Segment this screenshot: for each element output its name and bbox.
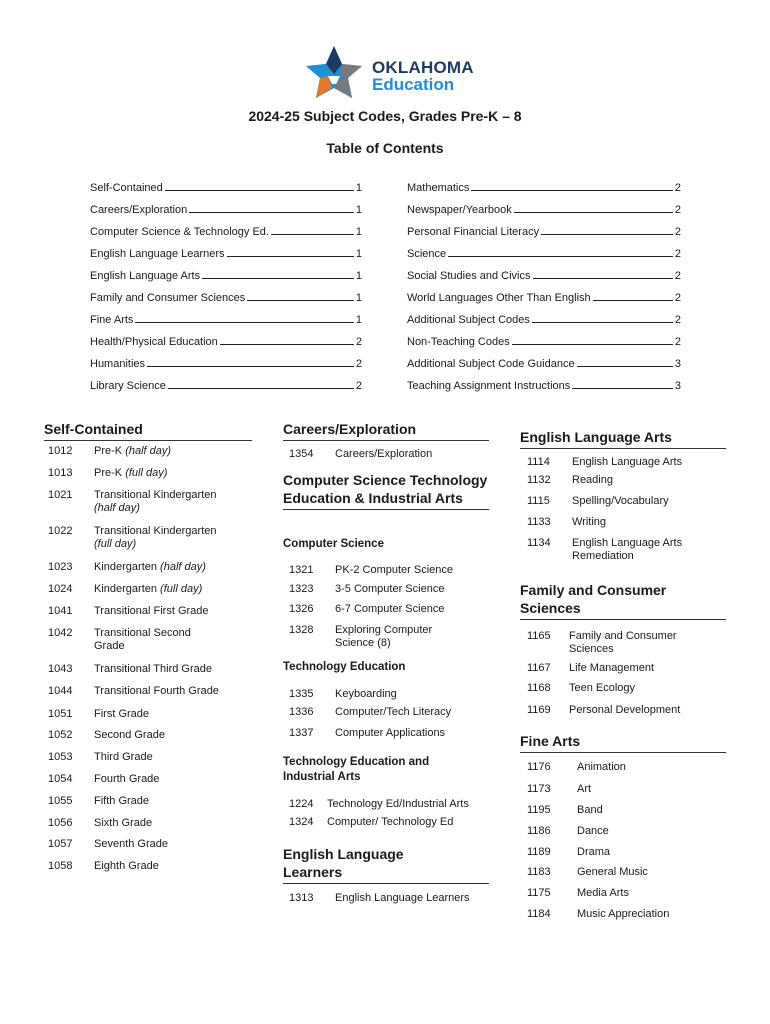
toc-entry-page: 2 — [674, 292, 681, 304]
subject-code: 1013 — [48, 467, 73, 479]
subject-code: 1189 — [527, 846, 551, 858]
subject-name: 6-7 Computer Science — [335, 603, 445, 615]
subject-code: 1058 — [48, 860, 73, 872]
toc-entry-label: English Language Learners — [90, 248, 225, 260]
subject-name: Transitional Kindergarten (full day) — [94, 525, 217, 550]
subject-name: Drama — [577, 846, 611, 858]
subject-code: 1313 — [289, 892, 314, 904]
subject-name: Exploring Computer Science (8) — [335, 624, 433, 649]
toc-entry[interactable] — [407, 238, 681, 260]
subject-code: 1021 — [48, 489, 73, 501]
subject-name: Transitional Kindergarten (half day) — [94, 489, 217, 514]
subject-name: English Language Arts Remediation — [572, 537, 683, 562]
toc-entry[interactable] — [90, 216, 362, 238]
toc-entry-label: Science — [407, 248, 447, 260]
subject-name: Eighth Grade — [94, 860, 159, 872]
subject-code: 1043 — [48, 663, 73, 675]
subject-name: Technology Ed/Industrial Arts — [327, 798, 469, 810]
toc-entry-label: Personal Financial Literacy — [407, 226, 540, 238]
toc-entry-label: World Languages Other Than English — [407, 292, 591, 304]
section-heading-ell: English Language Learners — [283, 845, 489, 884]
subject-code: 1052 — [48, 729, 73, 741]
subject-code: 1055 — [48, 795, 73, 807]
subject-name: Computer/ Technology Ed — [327, 816, 454, 828]
toc-entry-label: Careers/Exploration — [90, 204, 188, 216]
toc-entry-label: Family and Consumer Sciences — [90, 292, 246, 304]
subject-name: English Language Learners — [335, 892, 470, 904]
subject-code: 1042 — [48, 627, 73, 639]
subject-name: Transitional Second Grade — [94, 627, 191, 652]
toc-entry-label: Self-Contained — [90, 182, 163, 194]
subject-code: 1165 — [527, 630, 551, 642]
toc-right-column — [407, 172, 681, 392]
toc-entry-page: 2 — [355, 336, 362, 348]
subject-code: 1354 — [289, 448, 314, 460]
subject-name: Media Arts — [577, 887, 629, 899]
subject-name: General Music — [577, 866, 648, 878]
subject-code: 1321 — [289, 564, 314, 576]
subject-name: Sixth Grade — [94, 817, 153, 829]
subject-name: Pre-K (full day) — [94, 467, 168, 479]
subject-name: Spelling/Vocabulary — [572, 495, 669, 507]
toc-entry[interactable] — [407, 304, 681, 326]
toc-entry-page: 2 — [674, 314, 681, 326]
toc-entry-page: 2 — [674, 248, 681, 260]
toc-title: Table of Contents — [326, 140, 444, 156]
toc-entry-label: Social Studies and Civics — [407, 270, 531, 282]
toc-entry-page: 1 — [355, 248, 362, 260]
subject-code: 1114 — [527, 456, 550, 468]
subject-code: 1041 — [48, 605, 73, 617]
subject-name: Second Grade — [94, 729, 165, 741]
toc-entry[interactable] — [90, 370, 362, 392]
toc-entry[interactable] — [90, 260, 362, 282]
section-heading-fine-arts: Fine Arts — [520, 732, 726, 753]
subject-code: 1335 — [289, 688, 314, 700]
subject-code: 1012 — [48, 445, 73, 457]
subject-code: 1044 — [48, 685, 73, 697]
toc-entry[interactable] — [407, 260, 681, 282]
subject-name: PK-2 Computer Science — [335, 564, 453, 576]
subject-code: 1056 — [48, 817, 73, 829]
subject-code: 1183 — [527, 866, 551, 878]
toc-entry[interactable] — [90, 238, 362, 260]
subheading-tech-ed-industrial-arts: Technology Education and Industrial Arts — [283, 756, 430, 783]
toc-entry[interactable] — [90, 348, 362, 370]
subject-name: English Language Arts — [572, 456, 683, 468]
subject-name: Third Grade — [94, 751, 153, 763]
subject-code: 1022 — [48, 525, 73, 537]
subject-name: Keyboarding — [335, 688, 397, 700]
section-heading-fcs: Family and Consumer Sciences — [520, 581, 726, 620]
section-heading-self-contained: Self-Contained — [44, 420, 252, 441]
subject-code: 1326 — [289, 603, 314, 615]
section-heading-cs-tech: Computer Science Technology Education & Industrial Arts — [283, 471, 489, 510]
toc-entry-label: Humanities — [90, 358, 146, 370]
subject-code: 1224 — [289, 798, 314, 810]
toc-entry-label: Teaching Assignment Instructions — [407, 380, 571, 392]
toc-entry-label: English Language Arts — [90, 270, 201, 282]
toc-entry-label: Computer Science & Technology Ed. — [90, 226, 269, 238]
toc-entry-page: 2 — [355, 358, 362, 370]
subject-name: Teen Ecology — [569, 682, 636, 694]
toc-entry-label: Newspaper/Yearbook — [407, 204, 512, 216]
toc-entry-page: 1 — [355, 314, 362, 326]
toc-entry-label: Additional Subject Code Guidance — [407, 358, 575, 370]
toc-entry[interactable] — [90, 304, 362, 326]
toc-entry-page: 2 — [674, 204, 681, 216]
subject-code: 1134 — [527, 537, 551, 549]
subject-name: Dance — [577, 825, 609, 837]
subject-code: 1132 — [527, 474, 551, 486]
subject-name: First Grade — [94, 708, 150, 720]
toc-entry-page: 1 — [355, 182, 362, 194]
subject-name: Writing — [572, 516, 607, 528]
subject-code: 1186 — [527, 825, 551, 837]
subject-name: Fifth Grade — [94, 795, 150, 807]
logo-oklahoma-text: OKLAHOMA — [372, 58, 474, 77]
toc-entry-page: 2 — [674, 270, 681, 282]
subject-code: 1057 — [48, 838, 73, 850]
subject-name: Personal Development — [569, 704, 681, 716]
toc-entry-label: Additional Subject Codes — [407, 314, 530, 326]
subject-name: Computer Applications — [335, 727, 446, 739]
section-heading-ela: English Language Arts — [520, 428, 726, 449]
logo-education-text: Education — [372, 75, 455, 94]
toc-entry-label: Health/Physical Education — [90, 336, 218, 348]
toc-left-column — [90, 172, 362, 392]
subject-code: 1336 — [289, 706, 314, 718]
subject-code: 1169 — [527, 704, 551, 716]
subject-code: 1053 — [48, 751, 73, 763]
toc-entry[interactable] — [90, 282, 362, 304]
subject-code: 1176 — [527, 761, 551, 773]
oklahoma-education-logo — [302, 44, 472, 108]
subject-name: Fourth Grade — [94, 773, 160, 785]
toc-entry-page: 2 — [674, 182, 681, 194]
toc-entry-page: 1 — [355, 204, 362, 216]
toc-entry[interactable] — [90, 194, 362, 216]
toc-entry-page: 1 — [355, 226, 362, 238]
toc-entry[interactable] — [407, 370, 681, 392]
toc-entry[interactable] — [90, 172, 362, 194]
subject-code: 1051 — [48, 708, 73, 720]
toc-entry-page: 1 — [355, 270, 362, 282]
subject-name: Reading — [572, 474, 613, 486]
subject-code: 1195 — [527, 804, 551, 816]
toc-entry[interactable] — [407, 348, 681, 370]
subject-name: Careers/Exploration — [335, 448, 433, 460]
toc-entry-page: 2 — [674, 226, 681, 238]
toc-entry[interactable] — [407, 282, 681, 304]
toc-entry-page: 2 — [674, 336, 681, 348]
subject-name: 3-5 Computer Science — [335, 583, 445, 595]
subject-code: 1168 — [527, 682, 551, 694]
toc-entry-label: Library Science — [90, 380, 166, 392]
subject-name: Kindergarten (full day) — [94, 583, 203, 595]
subject-code: 1175 — [527, 887, 551, 899]
toc-entry-label: Mathematics — [407, 182, 470, 194]
subject-code: 1324 — [289, 816, 314, 828]
toc-entry[interactable] — [407, 194, 681, 216]
subject-name: Transitional First Grade — [94, 605, 209, 617]
subject-code: 1323 — [289, 583, 314, 595]
toc-entry[interactable] — [90, 326, 362, 348]
subject-code: 1184 — [527, 908, 551, 920]
star-logo-icon — [302, 44, 366, 108]
toc-entry-page: 3 — [674, 380, 681, 392]
subject-name: Seventh Grade — [94, 838, 168, 850]
subject-name: Art — [577, 783, 592, 795]
subject-code: 1024 — [48, 583, 73, 595]
subject-code: 1023 — [48, 561, 73, 573]
subject-code: 1328 — [289, 624, 314, 636]
subject-name: Transitional Third Grade — [94, 663, 212, 675]
subject-name: Family and Consumer Sciences — [569, 630, 677, 655]
toc-entry-label: Fine Arts — [90, 314, 134, 326]
toc-entry-page: 3 — [674, 358, 681, 370]
subject-code: 1167 — [527, 662, 551, 674]
subject-name: Pre-K (half day) — [94, 445, 172, 457]
toc-entry[interactable] — [407, 326, 681, 348]
subject-name: Transitional Fourth Grade — [94, 685, 219, 697]
toc-entry-page: 2 — [355, 380, 362, 392]
toc-entry-label: Non-Teaching Codes — [407, 336, 510, 348]
toc-entry[interactable] — [407, 172, 681, 194]
document-title: 2024-25 Subject Codes, Grades Pre-K – 8 — [248, 108, 522, 124]
section-heading-careers: Careers/Exploration — [283, 420, 489, 441]
subject-name: Computer/Tech Literacy — [335, 706, 452, 718]
subject-name: Music Appreciation — [577, 908, 670, 920]
subject-name: Band — [577, 804, 603, 816]
subject-code: 1054 — [48, 773, 73, 785]
subject-code: 1173 — [527, 783, 551, 795]
toc-entry[interactable] — [407, 216, 681, 238]
subheading-computer-science: Computer Science — [283, 538, 384, 550]
subject-name: Animation — [577, 761, 626, 773]
subject-code: 1115 — [527, 495, 550, 507]
subject-name: Kindergarten (half day) — [94, 561, 206, 573]
subject-code: 1337 — [289, 727, 314, 739]
toc-entry-page: 1 — [355, 292, 362, 304]
subject-code: 1133 — [527, 516, 551, 528]
subheading-technology-education: Technology Education — [283, 661, 406, 673]
subject-name: Life Management — [569, 662, 654, 674]
